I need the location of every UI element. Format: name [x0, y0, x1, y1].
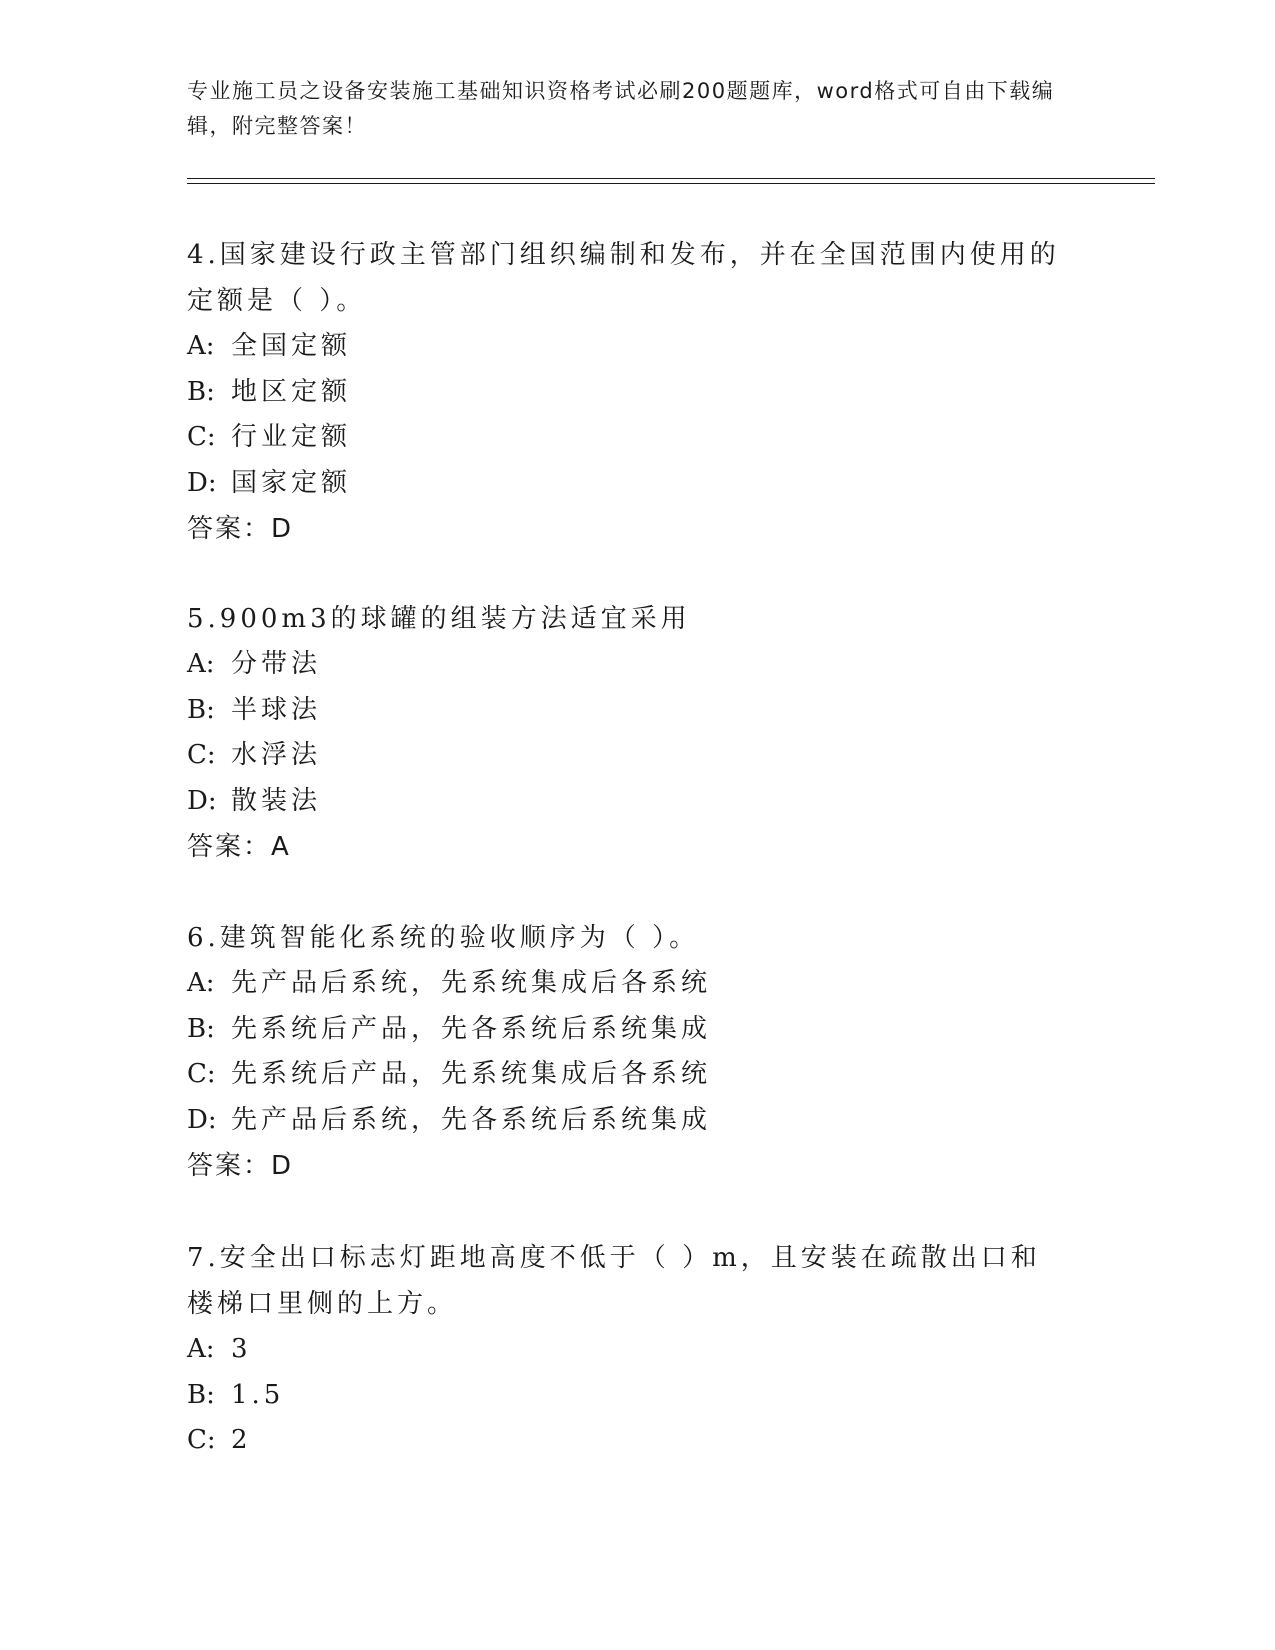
option-c: [187, 733, 1067, 779]
option-label: C:: [187, 740, 216, 770]
option-label: B:: [187, 1013, 215, 1044]
question-6: [187, 915, 1067, 1189]
option-label: D:: [187, 467, 217, 498]
option-label: B:: [187, 1379, 215, 1410]
option-text: 散装法: [231, 785, 322, 816]
option-label: A:: [187, 1334, 215, 1364]
option-c: [187, 1052, 1067, 1098]
option-b: [187, 688, 1067, 734]
option-label: C:: [187, 1425, 216, 1455]
option-text: 半球法: [231, 694, 322, 725]
question-stem: 4.国家建设行政主管部门组织编制和发布，并在全国范围内使用的定额是（ ）。: [187, 240, 1060, 316]
document-header: 专业施工员之设备安装施工基础知识资格考试必刷200题题库，word格式可自由下载编辑，附完整答案！: [187, 79, 1055, 138]
option-text: 先系统后产品，先系统集成后各系统: [231, 1059, 712, 1089]
question-stem: 7.安全出口标志灯距地高度不低于（ ）m，且安装在疏散出口和楼梯口里侧的上方。: [187, 1243, 1041, 1319]
option-label: B:: [187, 694, 215, 725]
option-label: A:: [187, 649, 215, 679]
option-text: 水浮法: [231, 740, 322, 770]
answer-line: 答案：D: [187, 1151, 294, 1181]
option-a: [187, 642, 1067, 688]
answer-line: 答案：A: [187, 832, 291, 862]
header-divider-bottom: [187, 183, 1155, 184]
option-b: [187, 1007, 1067, 1053]
option-text: 2: [231, 1425, 252, 1455]
answer-line: 答案：D: [187, 514, 294, 544]
option-text: 行业定额: [231, 422, 352, 452]
option-b: [187, 370, 1067, 416]
option-text: 先产品后系统，先各系统后系统集成: [231, 1104, 712, 1135]
option-text: 先系统后产品，先各系统后系统集成: [231, 1013, 712, 1044]
option-text: 先产品后系统，先系统集成后各系统: [231, 968, 712, 998]
option-a: [187, 1327, 1067, 1373]
option-text: 全国定额: [231, 331, 352, 361]
question-stem: 5.900m3的球罐的组装方法适宜采用: [187, 604, 691, 634]
option-a: [187, 324, 1067, 370]
question-stem: 6.建筑智能化系统的验收顺序为（ ）。: [187, 923, 700, 953]
option-d: [187, 779, 1067, 825]
option-label: A:: [187, 331, 215, 361]
option-b: [187, 1373, 1067, 1419]
option-label: D:: [187, 1104, 217, 1135]
option-text: 1.5: [231, 1379, 285, 1410]
question-5: [187, 596, 1067, 870]
question-4: [187, 232, 1067, 552]
option-d: [187, 1098, 1067, 1144]
option-a: [187, 961, 1067, 1007]
option-text: 分带法: [231, 649, 322, 679]
header-divider-top: [187, 178, 1155, 179]
option-c: [187, 415, 1067, 461]
option-label: D:: [187, 785, 217, 816]
option-text: 国家定额: [231, 467, 352, 498]
option-label: C:: [187, 1059, 216, 1089]
option-label: C:: [187, 422, 216, 452]
option-c: [187, 1418, 1067, 1464]
question-7: [187, 1235, 1067, 1464]
option-text: 3: [231, 1334, 252, 1364]
option-label: B:: [187, 376, 215, 407]
option-d: [187, 461, 1067, 507]
option-label: A:: [187, 968, 215, 998]
option-text: 地区定额: [231, 376, 352, 407]
